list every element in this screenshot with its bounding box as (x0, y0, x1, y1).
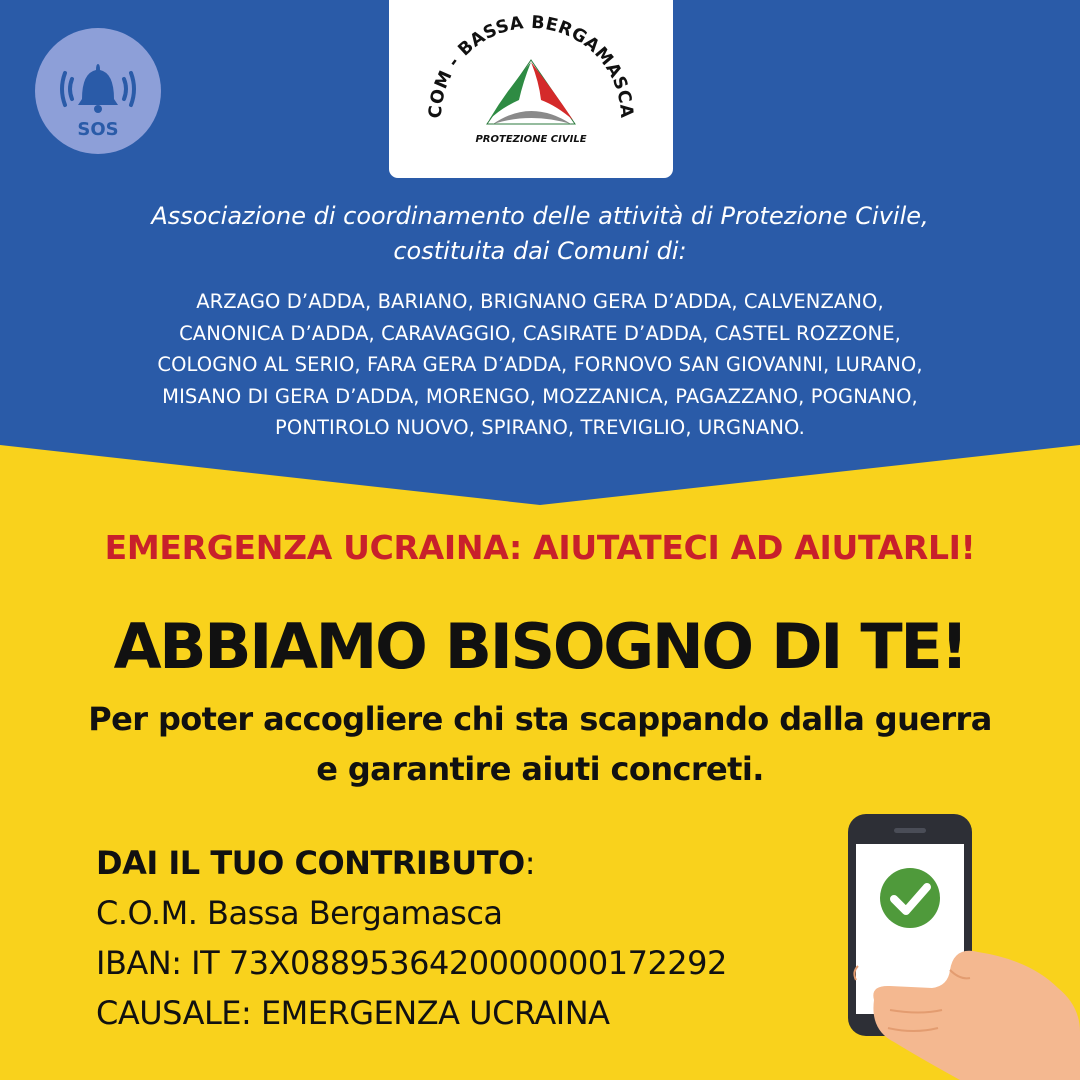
logo-card (389, 0, 673, 178)
protezione-civile-logo (389, 0, 673, 178)
municipalities-list (40, 286, 1040, 444)
intro-line-2: costituita dai Comuni di: (393, 237, 687, 265)
hand-holding-phone-checkmark-icon (830, 810, 1080, 1080)
beneficiary-name: C.O.M. Bassa Bergamasca (96, 894, 503, 932)
contribution-block (96, 838, 727, 1038)
emergency-headline: EMERGENZA UCRAINA: AIUTATECI AD AIUTARLI! (104, 528, 976, 567)
sos-badge (34, 27, 162, 155)
subheadline (0, 694, 1080, 794)
triangle-emblem-icon (487, 60, 575, 124)
contribution-heading: DAI IL TUO CONTRIBUTO (96, 844, 525, 882)
intro-line-1: Associazione di coordinamento delle attività di Protezione Civile, (151, 202, 929, 230)
subheadline-line-2: e garantire aiuti concreti. (316, 750, 764, 788)
contribution-heading-line (96, 838, 727, 888)
municipalities-line: COLOGNO AL SERIO, FARA GERA D’ADDA, FORNOVO SAN GIOVANNI, LURANO, (157, 353, 923, 376)
municipalities-line: MISANO DI GERA D’ADDA, MORENGO, MOZZANICA, PAGAZZANO, POGNANO, (162, 384, 918, 408)
subheadline-line-1: Per poter accogliere chi sta scappando dalla guerra (88, 700, 992, 738)
causale-value: CAUSALE: EMERGENZA UCRAINA (96, 994, 610, 1032)
logo-arc-text: COM - BASSA BERGAMASCA (425, 12, 637, 119)
municipalities-line: PONTIROLO NUOVO, SPIRANO, TREVIGLIO, URGNANO. (275, 416, 805, 439)
contribution-heading-colon: : (524, 844, 535, 882)
municipalities-line: CANONICA D’ADDA, CARAVAGGIO, CASIRATE D’ADDA, CASTEL ROZZONE, (179, 321, 901, 345)
municipalities-line: ARZAGO D’ADDA, BARIANO, BRIGNANO GERA D’ADDA, CALVENZANO, (196, 290, 884, 313)
ringing-bell-icon (34, 27, 162, 155)
svg-text:COM - BASSA BERGAMASCA (426, 13, 636, 119)
sos-label: SOS (77, 119, 119, 140)
main-headline: ABBIAMO BISOGNO DI TE! (113, 610, 967, 683)
association-intro (20, 199, 1060, 269)
logo-bottom-text: PROTEZIONE CIVILE (475, 134, 587, 145)
iban-value: IBAN: IT 73X0889536420000000172292 (96, 944, 727, 982)
